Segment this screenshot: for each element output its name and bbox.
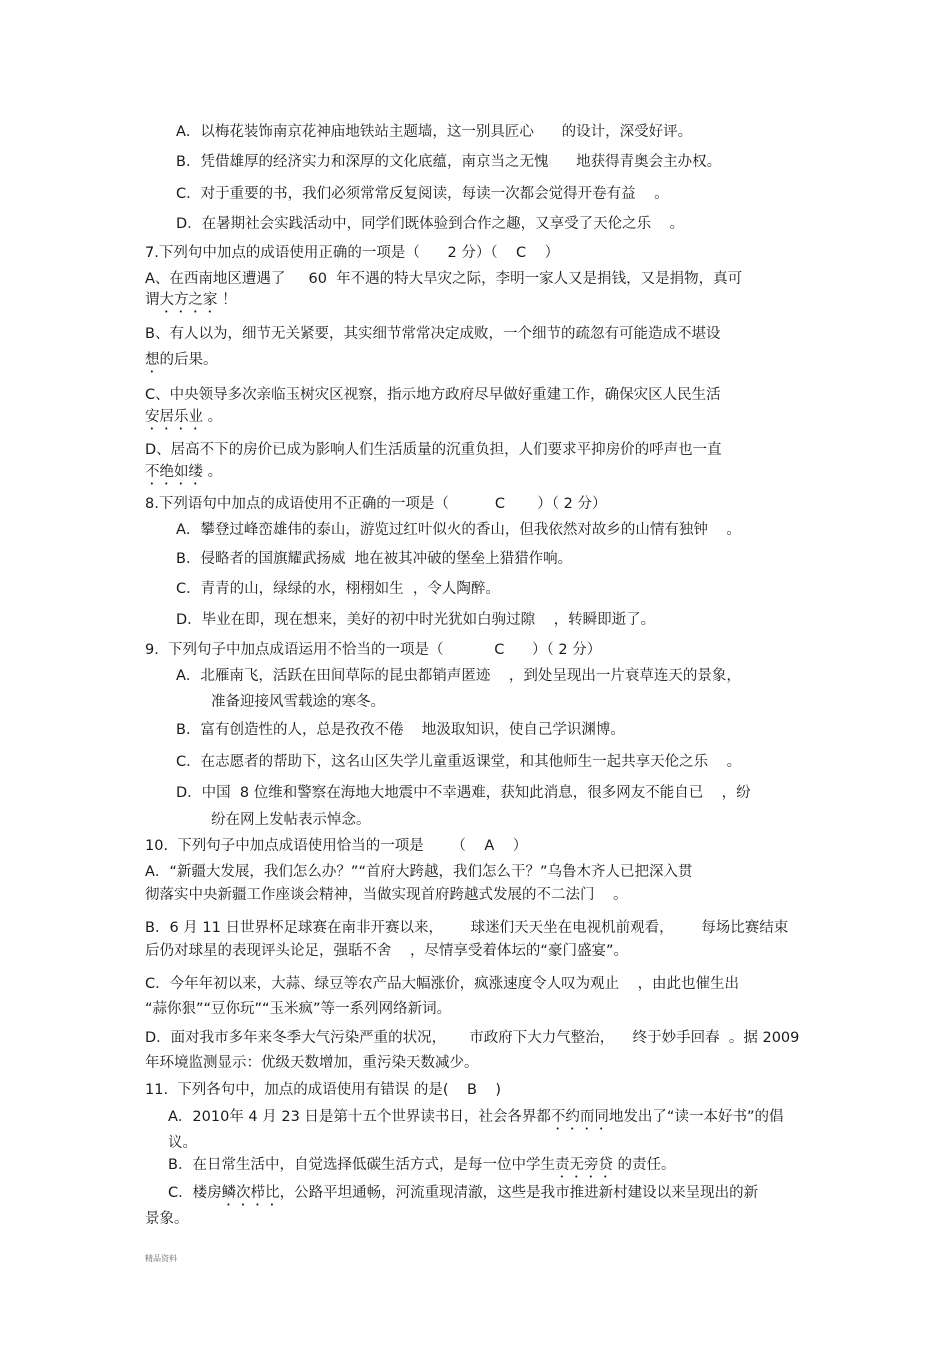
text-segment: D．在暑期社会实践活动中，同学们既体验到合作之趣，又享受了天伦之乐 — [176, 216, 652, 232]
text-segment: 纷在网上发帖表示悼念。 — [211, 812, 371, 828]
text-segment: ，到处呈现出一片衰草连天的景象， — [508, 668, 741, 684]
emphasized-idiom — [403, 722, 412, 738]
text-line — [176, 666, 741, 692]
question-7-title — [145, 243, 559, 263]
text-line — [145, 407, 222, 433]
text-segment: C．楼房 — [168, 1185, 222, 1201]
text-segment: C．对于重要的书，我们必须常常反复阅读，每读一次都会觉得开卷有益 — [176, 186, 636, 202]
text-line — [145, 385, 721, 405]
emphasized-idiom — [404, 581, 413, 597]
emphasized-idiom — [548, 154, 576, 170]
text-segment: 。据 2009 — [728, 1030, 800, 1046]
emphasized-idiom: 鳞次栉比 — [221, 1185, 280, 1201]
text-segment: ，公路平坦通畅，河流重现清澈，这些是我市推进新村建设以来呈现出的新 — [279, 1185, 759, 1201]
text-segment: 地发出了“读一本好书”的倡 — [608, 1109, 784, 1125]
text-line — [168, 1155, 676, 1181]
page-footer: 精品资料 — [145, 1254, 177, 1263]
text-line — [145, 440, 722, 460]
emphasized-idiom — [392, 943, 410, 959]
text-segment: 。 — [726, 522, 741, 538]
text-line — [176, 720, 625, 746]
text-segment: 10. 下列句子中加点成语使用恰当的一项是 （ A ） — [145, 838, 528, 854]
text-line — [176, 752, 741, 778]
text-segment: ，令人陶醉。 — [412, 581, 500, 597]
emphasized-idiom: 大方之家 — [159, 292, 218, 308]
text-segment: 谓 — [145, 292, 160, 308]
text-segment: B．侵略者的国旗耀武扬威 — [176, 551, 346, 567]
text-line — [145, 290, 237, 316]
emphasized-idiom — [720, 326, 752, 342]
text-segment: B．凭借雄厚的经济实力和深厚的文化底蕴，南京当之无愧 — [176, 154, 549, 170]
text-line — [176, 184, 669, 210]
question-10-title — [145, 836, 527, 856]
text-segment: 9. 下列句子中加点成语运用不恰当的一项是（ C ）（ 2 分） — [145, 642, 602, 658]
text-line — [176, 610, 655, 636]
text-segment: 准备迎接风雪载途的寒冬。 — [211, 694, 385, 710]
text-line — [176, 579, 500, 605]
text-segment: D、居高不下的房价已成为影响人们生活质量的沉重负担，人们要求平抑房价的呼声也一直 — [145, 442, 722, 458]
text-line — [145, 1053, 479, 1073]
emphasized-idiom: 不绝如缕 — [145, 464, 203, 480]
text-segment: B．在日常生活中，自觉选择低碳生活方式，是每一位中学生 — [168, 1157, 555, 1173]
text-line — [145, 462, 222, 488]
text-segment: C．今年年初以来，大蒜、绿豆等农产品大幅涨价，疯涨速度令人叹为观止 — [145, 976, 620, 992]
text-segment: 。 — [726, 754, 742, 770]
text-segment: 的设计，深受好评。 — [561, 124, 693, 140]
text-line — [145, 1028, 799, 1054]
text-segment: C、中央领导多次亲临玉树灾区视察，指示地方政府尽早做好重建工作，确保灾区人民生活 — [145, 387, 721, 403]
text-line — [176, 152, 721, 178]
text-segment: C．在志愿者的帮助下，这名山区失学儿童重返课堂，和其他师生一起共享天伦之乐 — [176, 754, 709, 770]
text-segment: 11. 下列各句中，加点的成语使用有错误 的是( B ) — [145, 1082, 502, 1098]
text-segment: A．攀登过峰峦雄伟的泰山，游览过红叶似火的香山，但我依然对故乡的山情有独钟 — [176, 522, 708, 538]
emphasized-idiom — [708, 754, 726, 770]
text-line — [176, 783, 751, 809]
text-line — [145, 1209, 189, 1229]
text-line — [211, 810, 371, 830]
text-segment: 后仍对球星的表现评头论足，强聒不舍 — [145, 943, 392, 959]
text-segment: 地汲取知识，使自己学识渊博。 — [412, 722, 625, 738]
text-segment: A．“新疆大发展，我们怎么办？”“首府大跨越，我们怎么干？”乌鲁木齐人已把深入贯 — [145, 864, 693, 880]
question-8-title — [145, 494, 607, 514]
text-line — [176, 549, 572, 575]
text-segment: ，尽情享受着体坛的“豪门盛宴”。 — [409, 943, 628, 959]
text-line — [145, 974, 739, 1000]
emphasized-idiom — [619, 976, 637, 992]
emphasized-idiom — [490, 668, 508, 684]
text-segment: 。 — [612, 887, 628, 903]
text-line — [168, 1133, 197, 1153]
text-line — [211, 692, 385, 712]
text-line — [145, 885, 627, 911]
emphasized-idiom — [345, 551, 354, 567]
text-segment: B．6 月 11 日世界杯足球赛在南非开赛以来， 球迷们天天坐在电视机前观看， 每场比赛结束 — [145, 920, 789, 936]
text-segment: 8.下列语句中加点的成语使用不正确的一项是（ C ）（ 2 分） — [145, 496, 607, 512]
text-segment: A．北雁南飞，活跃在田间草际的昆虫都销声匿迹 — [176, 668, 491, 684]
emphasized-idiom — [535, 612, 553, 628]
text-segment: 的责任。 — [612, 1157, 676, 1173]
question-9-title — [145, 640, 601, 660]
text-segment: 年环境监测显示：优级天数增加，重污染天数减少。 — [145, 1055, 479, 1071]
text-segment: 地获得青奥会主办权。 — [576, 154, 722, 170]
text-line — [145, 350, 218, 376]
emphasized-idiom — [595, 887, 613, 903]
question-11-title — [145, 1080, 501, 1100]
text-segment: “蒜你狠”“豆你玩”“玉米疯”等一系列网络新词。 — [145, 1001, 452, 1017]
text-segment: 。 — [669, 216, 685, 232]
text-line — [145, 999, 451, 1019]
emphasized-idiom — [636, 186, 654, 202]
emphasized-idiom: 不约而同 — [550, 1109, 609, 1125]
text-segment: 彻落实中央新疆工作座谈会精神，当做实现首府跨越式发展的不二法门 — [145, 887, 595, 903]
text-line — [145, 862, 692, 882]
text-segment: ，由此也催生出 — [637, 976, 740, 992]
text-segment: D．毕业在即，现在想来，美好的初中时光犹如白驹过隙 — [176, 612, 536, 628]
text-line — [168, 1107, 783, 1133]
text-segment: A．2010年 4 月 23 日是第十五个世界读书日，社会各界都 — [168, 1109, 551, 1125]
text-line — [145, 269, 742, 289]
text-segment: 。 — [203, 409, 223, 425]
emphasized-idiom — [720, 1030, 729, 1046]
text-segment: 7.下列句中加点的成语使用正确的一项是（ 2 分）（ C ） — [145, 245, 560, 261]
emphasized-idiom: 责无旁贷 — [554, 1157, 613, 1173]
text-segment: C．青青的山，绿绿的水，栩栩如生 — [176, 581, 404, 597]
emphasized-idiom — [534, 124, 562, 140]
text-segment: B、有人以为，细节无关紧要，其实细节常常决定成败，一个细节的疏忽有可能造成不堪设 — [145, 326, 721, 342]
text-segment: 。 — [654, 186, 669, 202]
text-line — [168, 1183, 758, 1209]
text-segment: 。 — [203, 464, 223, 480]
text-segment: 的后果。 — [159, 352, 218, 368]
text-segment: A、在西南地区遭遇了 60 年不遇的特大旱灾之际，李明一家人又是捐钱，又是捐物，真可 — [145, 271, 743, 287]
text-line — [145, 918, 788, 938]
text-segment: B．富有创造性的人，总是孜孜不倦 — [176, 722, 404, 738]
text-segment: A．以梅花装饰南京花神庙地铁站主题墙，这一别具匠心 — [176, 124, 534, 140]
text-line — [176, 122, 692, 148]
text-segment: 景象。 — [145, 1211, 189, 1227]
emphasized-idiom: 想 — [145, 352, 160, 368]
text-line — [145, 941, 628, 967]
text-segment: 议。 — [168, 1135, 197, 1151]
emphasized-idiom — [651, 216, 669, 232]
text-segment: ！ — [217, 292, 237, 308]
text-segment: ，转瞬即逝了。 — [553, 612, 656, 628]
emphasized-idiom — [703, 785, 721, 801]
text-line — [176, 214, 684, 240]
emphasized-idiom — [708, 522, 726, 538]
text-line — [176, 520, 741, 546]
text-segment: 地在被其冲破的堡垒上猎猎作响。 — [354, 551, 573, 567]
text-segment: D．面对我市多年来冬季大气污染严重的状况， 市政府下大力气整治， 终于妙手回春 — [145, 1030, 720, 1046]
text-line — [145, 324, 753, 350]
text-segment: ，纷 — [721, 785, 751, 801]
text-segment: D．中国 8 位维和警察在海地大地震中不幸遇难，获知此消息，很多网友不能自已 — [176, 785, 704, 801]
emphasized-idiom: 安居乐业 — [145, 409, 203, 425]
